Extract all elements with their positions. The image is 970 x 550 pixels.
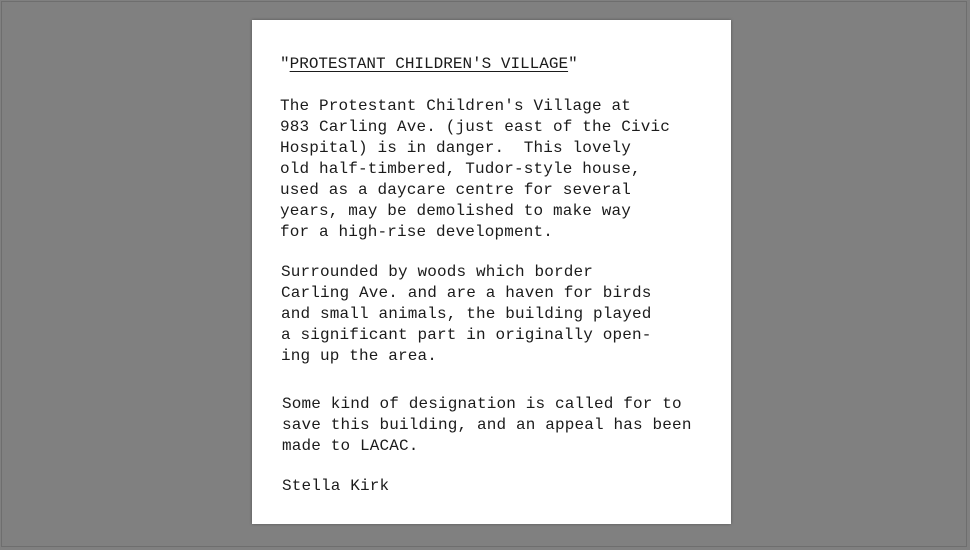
- text-line: Some kind of designation is called for to: [282, 395, 682, 413]
- title-text: PROTESTANT CHILDREN'S VILLAGE: [289, 55, 569, 73]
- text-line: Carling Ave. and are a haven for birds: [281, 284, 652, 302]
- text-line: The Protestant Children's Village at: [280, 97, 632, 115]
- text-line: ing up the area.: [281, 347, 438, 365]
- text-line: save this building, and an appeal has been: [282, 416, 692, 434]
- signature-block: [282, 476, 389, 497]
- text-line: years, may be demolished to make way: [280, 202, 632, 220]
- signature-name: Stella Kirk: [282, 477, 390, 495]
- text-line: Hospital) is in danger. This lovely: [280, 139, 632, 157]
- paragraph-3: [282, 394, 692, 457]
- text-line: a significant part in originally open-: [281, 326, 652, 344]
- text-line: made to LACAC.: [282, 437, 419, 455]
- text-line: old half-timbered, Tudor-style house,: [280, 160, 641, 178]
- paragraph-2: [281, 262, 652, 367]
- text-line: used as a daycare centre for several: [280, 181, 632, 199]
- text-line: for a high-rise development.: [280, 223, 554, 241]
- title-close-quote: ": [568, 55, 578, 73]
- text-line: Surrounded by woods which border: [281, 263, 594, 281]
- document-title: [280, 54, 578, 75]
- text-line: and small animals, the building played: [281, 305, 652, 323]
- title-open-quote: ": [280, 55, 290, 73]
- paragraph-1: [280, 96, 670, 243]
- text-line: 983 Carling Ave. (just east of the Civic: [280, 118, 671, 136]
